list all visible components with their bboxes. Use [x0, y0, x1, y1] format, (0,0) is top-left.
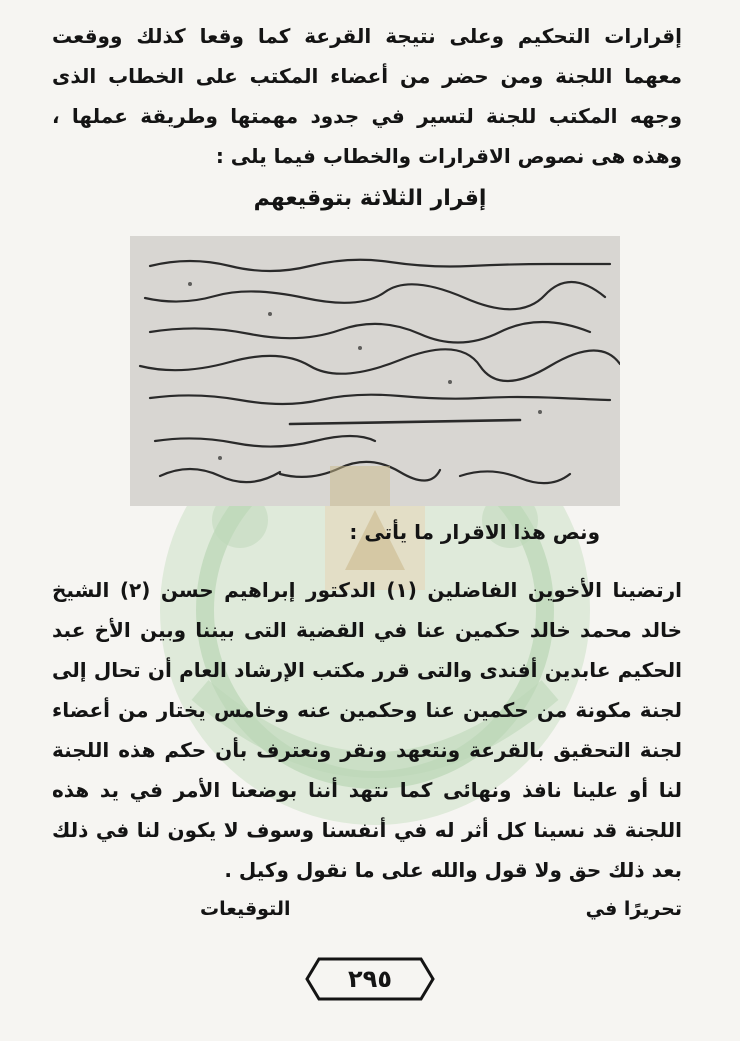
intro-paragraph: إقرارات التحكيم وعلى نتيجة القرعة كما وقعا كذلك ووقعت معهما اللجنة ومن حضر من أعضاء المكتب على الخطاب الذى وجهه المكتب للجنة لتسير في جدود مهمتها وطريقة عملها ، وهذه هى نصوص الاقرارات والخطاب فيما يلى :: [52, 24, 682, 168]
transcript-paragraph: ارتضينا الأخوين الفاضلين (١) الدكتور إبراهيم حسن (٢) الشيخ خالد محمد خالد حكمين عنا في القضية التى بيننا وبين الأخ عبد الحكيم عابدين أفندى والتى قرر مكتب الإرشاد العام أن تحال إلى لجنة مكونة من حكمين عنا وحكمين عنه وخامس يختار من أعضاء لجنة التحقيق بالقرعة ونتعهد ونقر ونعترف بأن حكم هذه اللجنة لنا أو علينا نافذ ونهائى كما نتهد أننا بوضعنا الأمر في يد هذه اللجنة قد نسينا كل أثر له في أنفسنا وسوف لا يكون لنا في ذلك بعد ذلك حق ولا قول والله على ما نقول وكيل .: [52, 578, 682, 882]
handwritten-document-image: [130, 236, 620, 506]
transcript-intro: ونص هذا الاقرار ما يأتى :: [349, 520, 600, 544]
signatures-label: التوقيعات: [200, 898, 291, 920]
written-in-label: تحريرًا في: [585, 898, 682, 920]
signature-row: [0, 898, 740, 928]
section-heading: إقرار الثلاثة بتوقيعهم: [253, 186, 487, 211]
page-number: ٢٩٥: [348, 965, 392, 993]
